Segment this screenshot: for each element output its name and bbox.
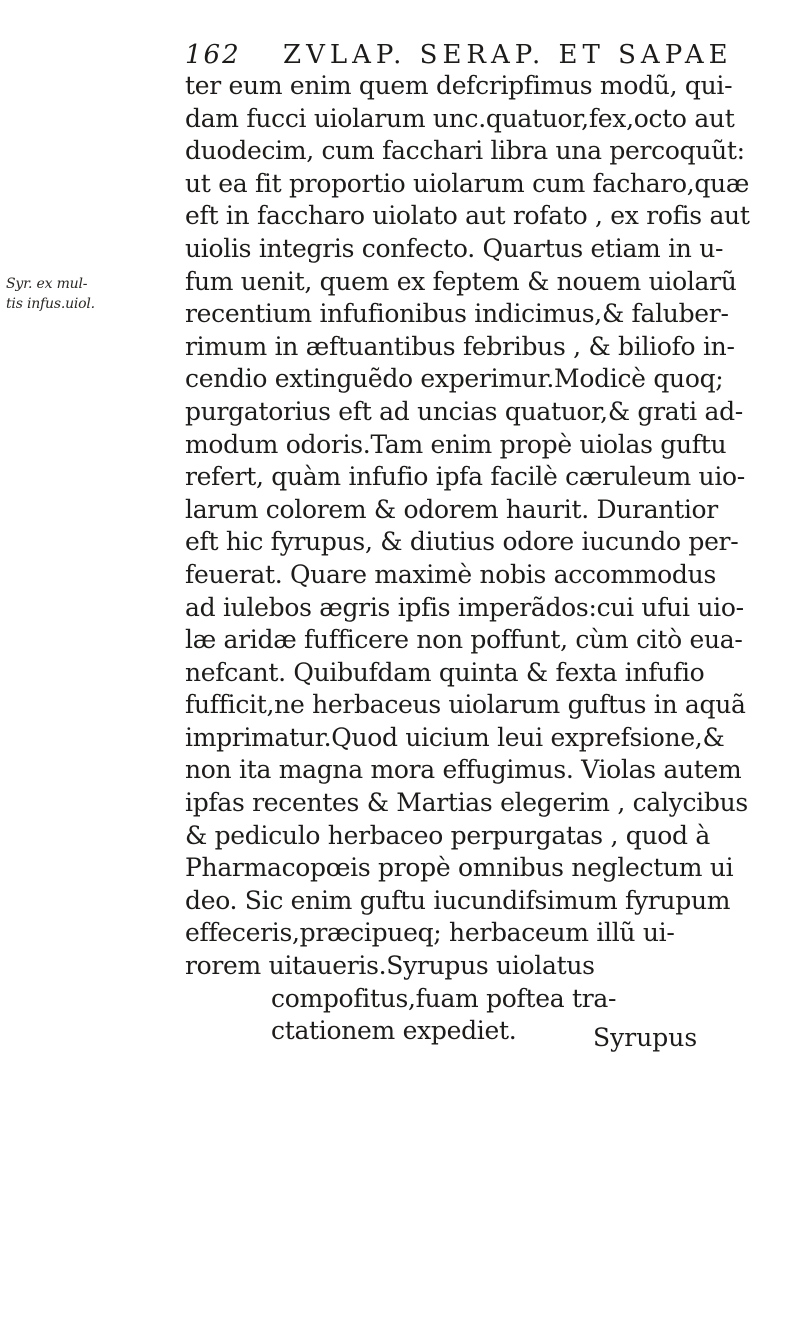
text-line: effeceris,præcipueq; herbaceum illũ ui- <box>185 918 675 948</box>
margin-note: tis infus.uiol. <box>6 296 95 312</box>
text-line: larum colorem & odorem haurit. Durantior <box>185 494 718 524</box>
text-line: compofitus,fuam poftea tra- <box>271 983 617 1013</box>
text-line: deo. Sic enim guftu iucundifsimum fyrupum <box>185 885 731 915</box>
text-line: læ aridæ fufficere non poffunt, cùm citò eua- <box>185 625 743 655</box>
text-line: fum uenit, quem ex feptem & nouem uiolarũ <box>185 266 737 296</box>
running-head: ZVLAP. SERAP. ET SAPAE <box>283 40 733 70</box>
text-line: refert, quàm infufio ipfa facilè cæruleum uio- <box>185 462 745 492</box>
text-line: eft in faccharo uiolato aut rofato , ex rofis aut <box>185 201 750 231</box>
text-line: modum odoris.Tam enim propè uiolas guftu <box>185 429 727 459</box>
text-line: Pharmacopœis propè omnibus neglectum ui <box>185 853 734 883</box>
text-line: non ita magna mora effugimus. Violas autem <box>185 755 742 785</box>
text-line: cendio extinguẽdo experimur.Modicè quoq; <box>185 364 724 394</box>
text-line: ad iulebos ægris ipfis imperãdos:cui ufui uio- <box>185 592 744 622</box>
text-line: ipfas recentes & Martias elegerim , calycibus <box>185 788 748 818</box>
margin-note: Syr. ex mul- <box>6 276 88 292</box>
text-line: rimum in æftuantibus febribus , & biliofo in- <box>185 331 735 361</box>
text-line: ctationem expediet. <box>271 1016 517 1046</box>
text-line: eft hic fyrupus, & diutius odore iucundo per- <box>185 527 739 557</box>
text-line: rorem uitaueris.Syrupus uiolatus <box>185 951 595 981</box>
catchword: Syrupus <box>593 1023 698 1052</box>
page-number: 162 <box>185 40 241 70</box>
text-line: uiolis integris confecto. Quartus etiam in u- <box>185 233 724 263</box>
text-line: recentium infufionibus indicimus,& faluber- <box>185 299 729 329</box>
text-line: & pediculo herbaceo perpurgatas , quod à <box>185 820 710 850</box>
text-line: dam fucci uiolarum unc.quatuor,fex,octo aut <box>185 103 735 133</box>
text-line: imprimatur.Quod uicium leui exprefsione,& <box>185 722 725 752</box>
text-line: ut ea fit proportio uiolarum cum facharo,quæ <box>185 168 750 198</box>
text-line: purgatorius eft ad uncias quatuor,& grati ad- <box>185 396 743 426</box>
text-line: nefcant. Quibufdam quinta & fexta infufio <box>185 657 705 687</box>
text-line: duodecim, cum facchari libra una percoquũt: <box>185 136 745 166</box>
body-text <box>185 70 790 1048</box>
text-line: feuerat. Quare maximè nobis accommodus <box>185 559 716 589</box>
text-line: ter eum enim quem defcripfimus modũ, qui- <box>185 71 733 100</box>
text-line: fufficit,ne herbaceus uiolarum guftus in aquã <box>185 690 746 720</box>
